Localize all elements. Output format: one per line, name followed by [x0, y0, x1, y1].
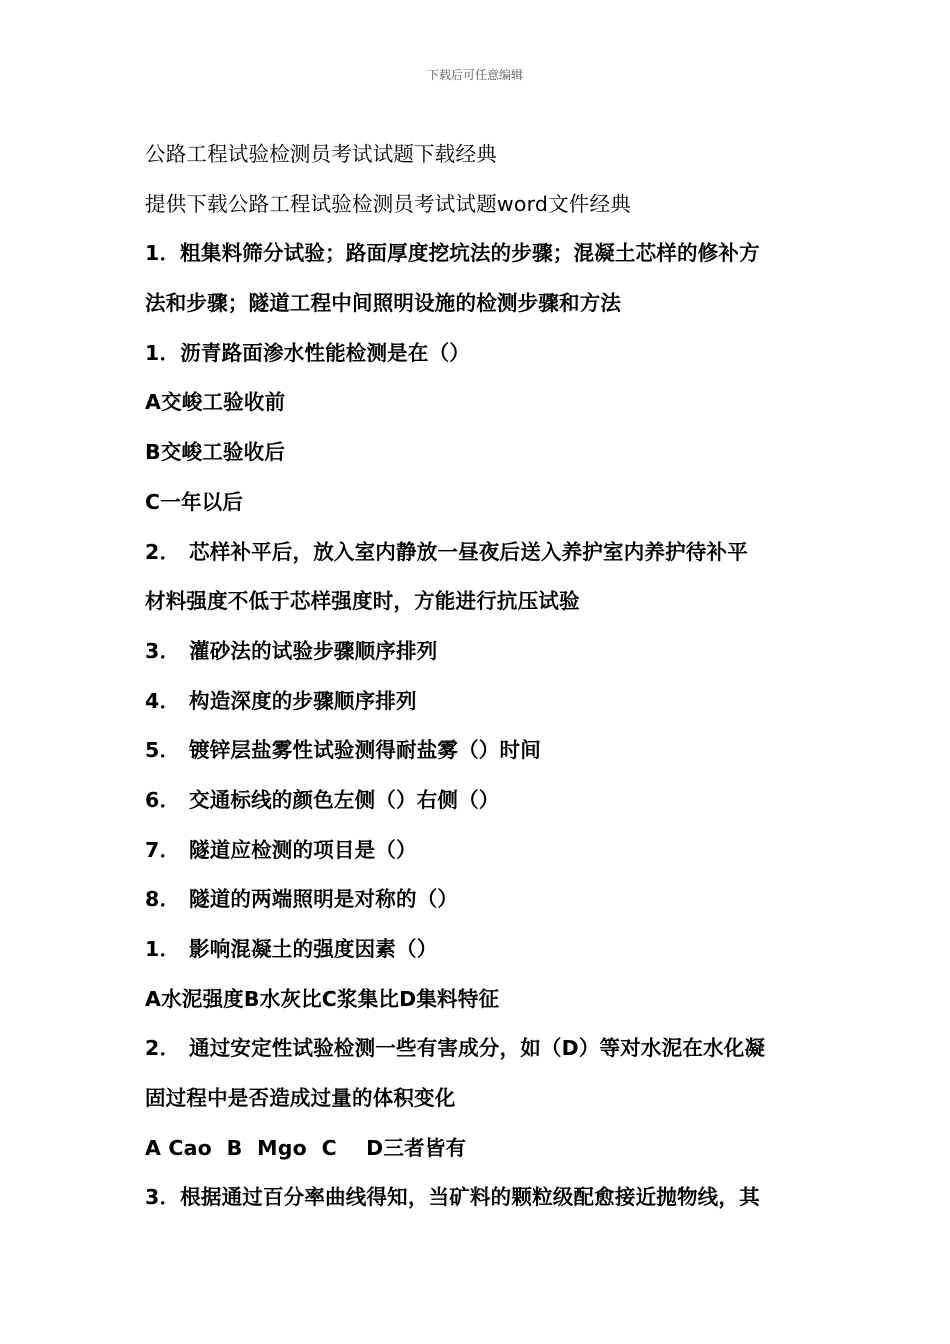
question-text: 固过程中是否造成过量的体积变化 [145, 1086, 456, 1111]
question-number: 3． [145, 1185, 181, 1210]
question-line [145, 1074, 815, 1124]
question-number: 4． [145, 688, 181, 713]
question-text: 灌砂法的试验步骤顺序排列 [189, 638, 438, 663]
question-line [145, 677, 815, 727]
document-body [145, 130, 815, 1223]
question-line [145, 229, 815, 279]
question-text: 构造深度的步骤顺序排列 [189, 688, 417, 713]
question-text: 粗集料筛分试验；路面厚度挖坑法的步骤；混凝土芯样的修补方 [180, 241, 760, 266]
question-line [145, 826, 815, 876]
question-line [145, 925, 815, 975]
question-number: 1． [145, 937, 181, 961]
option-line [145, 378, 815, 428]
question-text: 材料强度不低于芯样强度时，方能进行抗压试验 [145, 589, 580, 614]
question-number: 7． [145, 837, 181, 862]
option-text: A水泥强度B水灰比C浆集比D集料特征 [145, 986, 500, 1011]
option-text: A交峻工验收前 [145, 390, 286, 415]
question-number: 1． [145, 241, 181, 266]
option-line [145, 428, 815, 478]
option-text: C一年以后 [145, 489, 244, 514]
document-subtitle: 提供下载公路工程试验检测员考试试题word文件经典 [145, 191, 631, 216]
question-text: 镀锌层盐雾性试验测得耐盐雾（）时间 [189, 738, 541, 763]
question-number: 2． [145, 1036, 181, 1061]
question-text: 隧道的两端照明是对称的（） [189, 887, 459, 912]
question-text: 隧道应检测的项目是（） [189, 837, 417, 862]
question-text: 根据通过百分率曲线得知，当矿料的颗粒级配愈接近抛物线，其 [180, 1185, 760, 1210]
question-text: 法和步骤；隧道工程中间照明设施的检测步骤和方法 [145, 291, 622, 316]
question-line [145, 1024, 815, 1074]
document-title: 公路工程试验检测员考试试题下载经典 [145, 142, 497, 166]
question-line [145, 627, 815, 677]
question-text: 交通标线的颜色左侧（）右侧（） [189, 787, 500, 812]
question-text: 通过安定性试验检测一些有害成分，如（D）等对水泥在水化凝 [189, 1036, 766, 1061]
page-header-note: 下载后可任意编辑 [426, 68, 523, 82]
question-number: 3． [145, 638, 181, 663]
question-text: 芯样补平后，放入室内静放一昼夜后送入养护室内养护待补平 [189, 539, 748, 564]
question-number: 8． [145, 887, 181, 912]
question-line [145, 726, 815, 776]
option-line [145, 975, 815, 1025]
question-line [145, 776, 815, 826]
question-line [145, 875, 815, 925]
question-line [145, 1173, 815, 1223]
question-number: 6． [145, 787, 181, 812]
option-text: B交峻工验收后 [145, 440, 286, 465]
option-line [145, 1124, 815, 1174]
question-number: 1． [145, 340, 181, 365]
question-line [145, 577, 815, 627]
question-line [145, 528, 815, 578]
question-number: 5． [145, 738, 181, 763]
question-text: 沥青路面渗水性能检测是在（） [180, 340, 470, 365]
question-line [145, 279, 815, 329]
question-number: 2． [145, 539, 181, 564]
option-line [145, 478, 815, 528]
question-line [145, 329, 815, 379]
question-text: 影响混凝土的强度因素（） [189, 937, 438, 961]
option-text: A Cao B Mgo C D三者皆有 [145, 1135, 467, 1160]
